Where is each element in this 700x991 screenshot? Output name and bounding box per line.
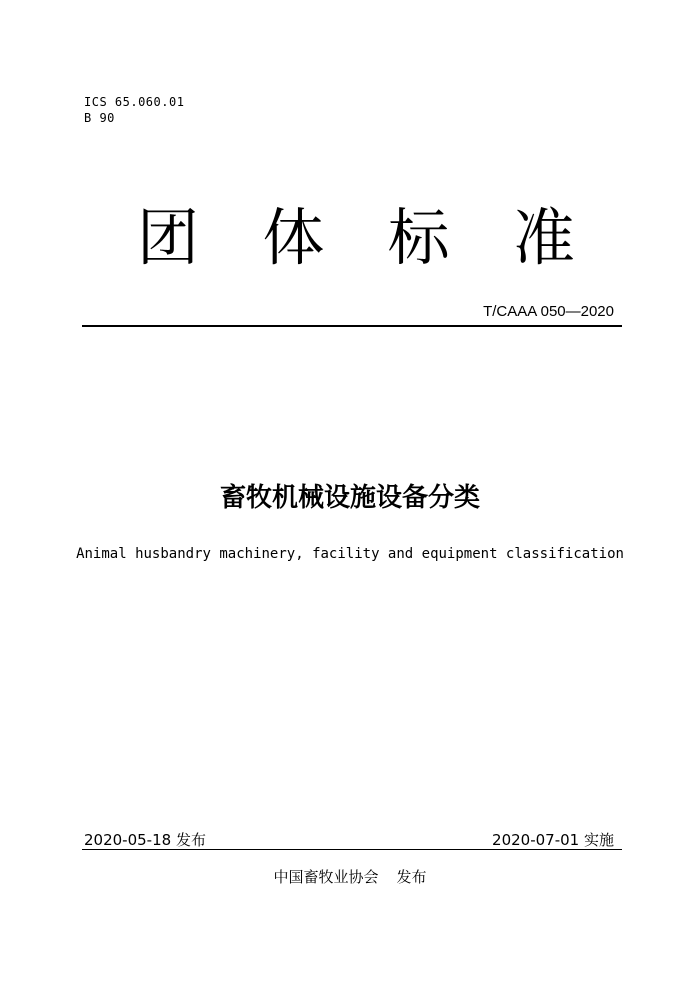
- english-title: Animal husbandry machinery, facility and equipment classification: [76, 546, 624, 562]
- classification-codes: [84, 94, 184, 126]
- document-type-title: [84, 198, 584, 278]
- publisher-action: 发布: [396, 868, 427, 886]
- implementation-date: 2020-07-01 实施: [492, 831, 614, 849]
- publisher-name: 中国畜牧业协会: [273, 868, 379, 886]
- publisher-line: [0, 866, 700, 888]
- standard-number: T/CAAA 050—2020: [483, 303, 614, 320]
- title-char-2: 体: [262, 201, 325, 274]
- ics-code: ICS 65.060.01: [84, 95, 185, 109]
- bottom-divider: [82, 849, 622, 850]
- chinese-title: 畜牧机械设施设备分类: [219, 483, 480, 513]
- ccs-code: B 90: [84, 111, 115, 125]
- issue-date: 2020-05-18 发布: [84, 831, 206, 849]
- title-char-3: 标: [387, 201, 450, 274]
- title-char-1: 团: [136, 201, 199, 274]
- title-char-4: 准: [512, 201, 575, 274]
- top-divider: [82, 325, 622, 327]
